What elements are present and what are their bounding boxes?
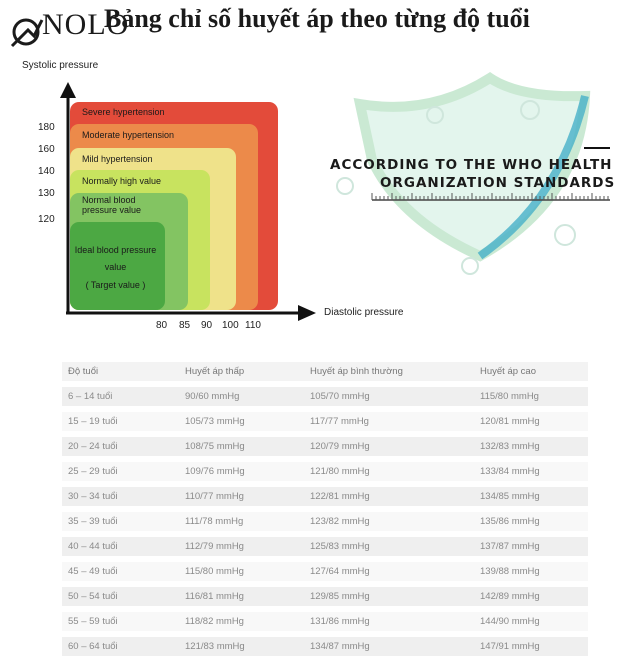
header-normal: Huyết áp bình thường	[304, 362, 474, 384]
table-cell: 122/81 mmHg	[304, 484, 474, 509]
x-tick-label: 80	[156, 320, 168, 331]
table-cell: 144/90 mmHg	[474, 609, 588, 634]
table-cell: 105/70 mmHg	[304, 384, 474, 409]
zone-label: Severe hypertension	[82, 107, 165, 117]
table-cell: 60 – 64 tuổi	[62, 634, 179, 656]
table-cell: 120/81 mmHg	[474, 409, 588, 434]
table-row	[62, 634, 588, 656]
table-cell: 50 – 54 tuổi	[62, 584, 179, 609]
zone-label: Moderate hypertension	[82, 130, 175, 140]
table-row	[62, 459, 588, 484]
header-high: Huyết áp cao	[474, 362, 588, 384]
table-cell: 118/82 mmHg	[179, 609, 304, 634]
decor-circle-icon	[462, 258, 478, 274]
table-cell: 127/64 mmHg	[304, 559, 474, 584]
x-tick-label: 85	[179, 320, 191, 331]
header-low: Huyết áp thấp	[179, 362, 304, 384]
table-row	[62, 509, 588, 534]
y-tick-label: 120	[38, 214, 55, 225]
table-cell: 147/91 mmHg	[474, 634, 588, 656]
table-cell: 133/84 mmHg	[474, 459, 588, 484]
zone-label: ( Target value )	[85, 280, 146, 290]
table-row	[62, 434, 588, 459]
table-cell: 45 – 49 tuổi	[62, 559, 179, 584]
x-axis-label: Diastolic pressure	[324, 307, 404, 318]
table-cell: 6 – 14 tuổi	[62, 384, 179, 409]
table-cell: 90/60 mmHg	[179, 384, 304, 409]
table-cell: 105/73 mmHg	[179, 409, 304, 434]
y-tick-label: 180	[38, 122, 55, 133]
table-row	[62, 609, 588, 634]
table-cell: 125/83 mmHg	[304, 534, 474, 559]
table-cell: 132/83 mmHg	[474, 434, 588, 459]
table-cell: 115/80 mmHg	[179, 559, 304, 584]
table-cell: 15 – 19 tuổi	[62, 409, 179, 434]
zone-label: Normally high value	[82, 176, 162, 186]
table-cell: 116/81 mmHg	[179, 584, 304, 609]
table-cell: 142/89 mmHg	[474, 584, 588, 609]
x-tick-label: 100	[222, 320, 239, 331]
table-row	[62, 484, 588, 509]
table-cell: 121/83 mmHg	[179, 634, 304, 656]
y-tick-label: 140	[38, 166, 55, 177]
table-row	[62, 384, 588, 409]
table-header-row	[62, 362, 588, 384]
y-axis-label: Systolic pressure	[22, 60, 99, 71]
zone-label: Ideal blood pressure	[74, 245, 157, 255]
zone-label: Mild hypertension	[82, 154, 153, 164]
y-tick-label: 130	[38, 188, 55, 199]
table-cell: 111/78 mmHg	[179, 509, 304, 534]
who-heading-line2: ORGANIZATION STANDARDS	[380, 175, 616, 191]
decor-circle-icon	[337, 178, 353, 194]
table-cell: 55 – 59 tuổi	[62, 609, 179, 634]
table-cell: 115/80 mmHg	[474, 384, 588, 409]
table-cell: 131/86 mmHg	[304, 609, 474, 634]
table-cell: 110/77 mmHg	[179, 484, 304, 509]
table-row	[62, 559, 588, 584]
y-tick-label: 160	[38, 144, 55, 155]
who-heading-line1: ACCORDING TO THE WHO HEALTH	[330, 157, 613, 173]
table-cell: 30 – 34 tuổi	[62, 484, 179, 509]
table-cell: 109/76 mmHg	[179, 459, 304, 484]
table-cell: 120/79 mmHg	[304, 434, 474, 459]
table-cell: 137/87 mmHg	[474, 534, 588, 559]
page-title: Bảng chỉ số huyết áp theo từng độ tuổi	[104, 4, 530, 33]
table-row	[62, 409, 588, 434]
table-row	[62, 584, 588, 609]
table-cell: 20 – 24 tuổi	[62, 434, 179, 459]
x-tick-label: 110	[245, 320, 261, 331]
table-cell: 139/88 mmHg	[474, 559, 588, 584]
bp-by-age-table	[62, 362, 588, 656]
table-cell: 123/82 mmHg	[304, 509, 474, 534]
zone-label: value	[104, 262, 127, 272]
logo-text: NOLO	[42, 8, 130, 41]
table-cell: 121/80 mmHg	[304, 459, 474, 484]
decor-circle-icon	[555, 225, 575, 245]
table-cell: 129/85 mmHg	[304, 584, 474, 609]
table-cell: 40 – 44 tuổi	[62, 534, 179, 559]
table-cell: 135/86 mmHg	[474, 509, 588, 534]
zone-label: pressure value	[82, 205, 142, 215]
table-cell: 117/77 mmHg	[304, 409, 474, 434]
table-cell: 134/85 mmHg	[474, 484, 588, 509]
table-row	[62, 534, 588, 559]
table-cell: 134/87 mmHg	[304, 634, 474, 656]
header-age: Độ tuổi	[62, 362, 179, 384]
zone-label: Normal blood	[82, 195, 136, 205]
x-tick-label: 90	[201, 320, 213, 331]
table-cell: 112/79 mmHg	[179, 534, 304, 559]
table-cell: 35 – 39 tuổi	[62, 509, 179, 534]
table-cell: 108/75 mmHg	[179, 434, 304, 459]
table-cell: 25 – 29 tuổi	[62, 459, 179, 484]
